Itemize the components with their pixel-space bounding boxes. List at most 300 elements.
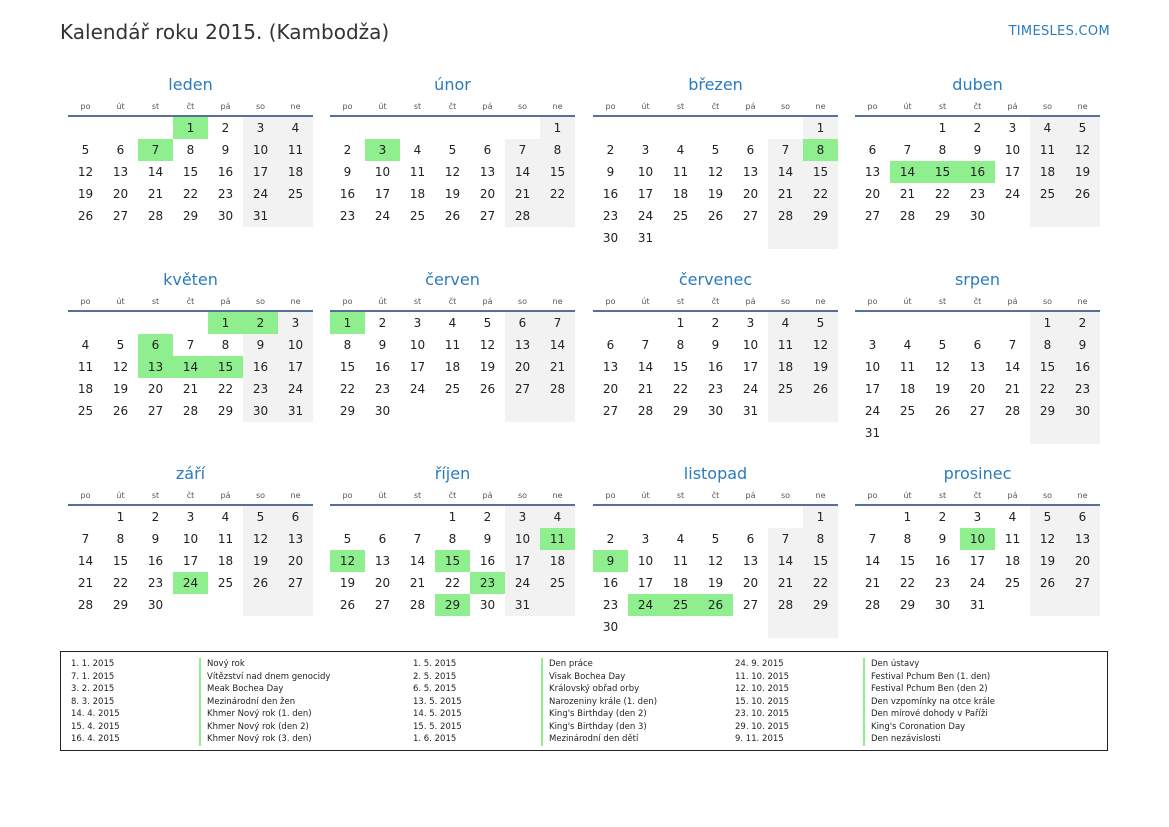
day-cell: 13 — [138, 356, 173, 378]
empty-cell — [330, 506, 365, 528]
empty-cell — [593, 312, 628, 334]
weekday-label: pá — [220, 491, 231, 500]
weekday-header — [68, 101, 313, 117]
day-cell: 11 — [672, 165, 689, 179]
day-cell: 4 — [448, 316, 457, 330]
holiday-list — [60, 651, 1108, 751]
empty-cell — [505, 117, 540, 139]
day-cell: 26 — [112, 404, 129, 418]
day-cell: 19 — [444, 187, 461, 201]
day-cell: 3 — [413, 316, 422, 330]
day-cell: 20 — [969, 382, 986, 396]
empty-cell — [540, 205, 575, 227]
day-cell: 27 — [602, 404, 619, 418]
empty-cell — [768, 400, 803, 422]
day-cell: 10 — [505, 528, 540, 550]
day-cell: 22 — [339, 382, 356, 396]
day-cell: 29 — [435, 594, 470, 616]
day-cell: 30 — [707, 404, 724, 418]
weekday-header — [593, 101, 838, 117]
day-cell: 20 — [1065, 550, 1100, 572]
empty-cell — [593, 117, 628, 139]
empty-cell — [400, 506, 435, 528]
day-cell: 24 — [864, 404, 881, 418]
empty-cell — [733, 227, 768, 249]
empty-cell — [733, 616, 768, 638]
day-cell: 13 — [969, 360, 986, 374]
day-cell: 5 — [1065, 117, 1100, 139]
month-2 — [330, 75, 575, 227]
day-cell: 5 — [803, 312, 838, 334]
day-cell: 25 — [663, 594, 698, 616]
day-cell: 15 — [899, 554, 916, 568]
empty-cell — [925, 312, 960, 334]
day-cell: 13 — [505, 334, 540, 356]
day-cell: 4 — [1008, 510, 1017, 524]
day-cell: 7 — [868, 532, 877, 546]
day-cell: 21 — [77, 576, 94, 590]
day-cell: 30 — [243, 400, 278, 422]
day-cell: 14 — [890, 161, 925, 183]
day-cell: 23 — [339, 209, 356, 223]
day-cell: 19 — [243, 550, 278, 572]
day-cell: 11 — [768, 334, 803, 356]
day-cell: 19 — [479, 360, 496, 374]
day-cell: 19 — [112, 382, 129, 396]
day-cell: 7 — [768, 139, 803, 161]
day-cell: 27 — [742, 209, 759, 223]
holiday-row — [735, 671, 995, 684]
day-cell: 25 — [1004, 576, 1021, 590]
day-cell: 12 — [330, 550, 365, 572]
day-cell: 10 — [182, 532, 199, 546]
day-cell: 7 — [903, 143, 912, 157]
day-cell: 18 — [278, 161, 313, 183]
weekday-label: čt — [186, 102, 195, 111]
day-cell: 24 — [637, 209, 654, 223]
day-cell: 8 — [676, 338, 685, 352]
day-cell: 2 — [243, 312, 278, 334]
holiday-row — [413, 696, 657, 709]
day-cell: 13 — [479, 165, 496, 179]
weekday-label: po — [867, 102, 878, 111]
day-cell: 14 — [768, 161, 803, 183]
holiday-name: Mezinárodní den žen — [199, 696, 295, 709]
day-cell: 27 — [374, 598, 391, 612]
holiday-row — [413, 708, 657, 721]
day-cell: 15 — [435, 550, 470, 572]
day-cell: 6 — [505, 312, 540, 334]
holiday-name: Narozeniny krále (1. den) — [541, 696, 657, 709]
day-cell: 23 — [1065, 378, 1100, 400]
empty-cell — [995, 205, 1030, 227]
month-8 — [855, 270, 1100, 444]
empty-cell — [103, 312, 138, 334]
holiday-row — [735, 721, 995, 734]
weekday-header — [68, 490, 313, 506]
brand-link[interactable]: TIMESLES.COM — [1008, 24, 1110, 39]
holiday-date: 12. 10. 2015 — [735, 684, 790, 694]
empty-cell — [1030, 594, 1065, 616]
day-cell: 1 — [173, 117, 208, 139]
day-cell: 19 — [339, 576, 356, 590]
day-cell: 1 — [803, 117, 838, 139]
weekday-label: út — [116, 102, 125, 111]
day-cell: 26 — [707, 209, 724, 223]
month-12 — [855, 464, 1100, 616]
day-cell: 1 — [803, 506, 838, 528]
empty-cell — [890, 422, 925, 444]
day-cell: 30 — [147, 598, 164, 612]
empty-cell — [733, 506, 768, 528]
weekday-label: pá — [1007, 491, 1018, 500]
month-name: leden — [168, 75, 213, 94]
holiday-name: Vítězství nad dnem genocidy — [199, 671, 330, 684]
day-cell: 4 — [413, 143, 422, 157]
weekday-label: ne — [1077, 491, 1088, 500]
holiday-row — [71, 733, 330, 746]
month-name: červenec — [678, 270, 753, 289]
day-grid — [855, 312, 1100, 444]
day-cell: 18 — [672, 187, 689, 201]
day-cell: 4 — [676, 143, 685, 157]
holiday-date: 1. 5. 2015 — [413, 659, 457, 669]
day-cell: 25 — [899, 404, 916, 418]
weekday-label: so — [780, 491, 791, 500]
day-cell: 12 — [1065, 139, 1100, 161]
day-cell: 16 — [934, 554, 951, 568]
month-3 — [593, 75, 838, 249]
day-cell: 9 — [343, 165, 352, 179]
day-grid — [855, 506, 1100, 616]
day-cell: 9 — [151, 532, 160, 546]
day-cell: 2 — [343, 143, 352, 157]
weekday-label: so — [780, 102, 791, 111]
holiday-name: Visak Bochea Day — [541, 671, 625, 684]
month-6 — [330, 270, 575, 422]
day-cell: 10 — [864, 360, 881, 374]
day-cell: 11 — [444, 338, 461, 352]
day-cell: 1 — [448, 510, 457, 524]
day-cell: 7 — [1008, 338, 1017, 352]
holiday-name: Mezinárodní den dětí — [541, 733, 638, 746]
empty-cell — [733, 117, 768, 139]
empty-cell — [803, 400, 838, 422]
day-cell: 1 — [903, 510, 912, 524]
day-cell: 26 — [479, 382, 496, 396]
day-cell: 1 — [938, 121, 947, 135]
holiday-name: Královský obřad orby — [541, 683, 639, 696]
day-cell: 18 — [409, 187, 426, 201]
day-cell: 21 — [182, 382, 199, 396]
empty-cell — [855, 117, 890, 139]
day-cell: 11 — [672, 554, 689, 568]
day-cell: 17 — [409, 360, 426, 374]
day-cell: 18 — [217, 554, 234, 568]
day-cell: 26 — [803, 378, 838, 400]
day-cell: 29 — [217, 404, 234, 418]
empty-cell — [768, 616, 803, 638]
day-cell: 7 — [768, 528, 803, 550]
month-5 — [68, 270, 313, 422]
holiday-date: 2. 5. 2015 — [413, 671, 457, 682]
month-name: únor — [434, 75, 471, 94]
empty-cell — [855, 312, 890, 334]
weekday-label: po — [867, 491, 878, 500]
day-cell: 2 — [938, 510, 947, 524]
holiday-date: 14. 4. 2015 — [71, 709, 120, 719]
day-cell: 12 — [243, 528, 278, 550]
day-cell: 2 — [1065, 312, 1100, 334]
empty-cell — [803, 616, 838, 638]
weekday-label: po — [605, 491, 616, 500]
day-cell: 18 — [1030, 161, 1065, 183]
day-cell: 11 — [409, 165, 426, 179]
day-cell: 31 — [637, 231, 654, 245]
weekday-label: so — [1042, 297, 1053, 306]
day-cell: 16 — [243, 356, 278, 378]
weekday-label: so — [255, 102, 266, 111]
weekday-label: st — [676, 297, 685, 306]
month-7 — [593, 270, 838, 422]
weekday-header — [330, 296, 575, 312]
day-cell: 18 — [899, 382, 916, 396]
day-cell: 15 — [540, 161, 575, 183]
day-cell: 13 — [278, 528, 313, 550]
day-cell: 9 — [221, 143, 230, 157]
day-cell: 1 — [330, 312, 365, 334]
weekday-label: ne — [815, 102, 826, 111]
day-cell: 15 — [1030, 356, 1065, 378]
day-cell: 8 — [803, 528, 838, 550]
day-cell: 31 — [278, 400, 313, 422]
day-cell: 9 — [593, 550, 628, 572]
empty-cell — [628, 616, 663, 638]
day-cell: 10 — [960, 528, 995, 550]
day-cell: 11 — [77, 360, 94, 374]
day-cell: 23 — [374, 382, 391, 396]
weekday-label: čt — [973, 491, 982, 500]
empty-cell — [1030, 422, 1065, 444]
day-cell: 13 — [602, 360, 619, 374]
day-cell: 7 — [81, 532, 90, 546]
day-cell: 11 — [540, 528, 575, 550]
day-cell: 13 — [1065, 528, 1100, 550]
empty-cell — [890, 312, 925, 334]
day-cell: 30 — [479, 598, 496, 612]
day-cell: 8 — [903, 532, 912, 546]
day-cell: 21 — [899, 187, 916, 201]
day-cell: 7 — [413, 532, 422, 546]
day-cell: 12 — [934, 360, 951, 374]
day-cell: 15 — [112, 554, 129, 568]
holiday-column — [735, 658, 995, 746]
day-cell: 14 — [77, 554, 94, 568]
day-cell: 27 — [479, 209, 496, 223]
holiday-column — [413, 658, 657, 746]
day-cell: 18 — [1004, 554, 1021, 568]
day-cell: 25 — [217, 576, 234, 590]
holiday-row — [735, 658, 995, 671]
day-cell: 31 — [243, 205, 278, 227]
holiday-row — [71, 683, 330, 696]
holiday-name: Den nezávislosti — [863, 733, 941, 746]
day-cell: 25 — [77, 404, 94, 418]
day-cell: 28 — [409, 598, 426, 612]
day-cell: 21 — [1004, 382, 1021, 396]
day-cell: 30 — [217, 209, 234, 223]
day-cell: 24 — [628, 594, 663, 616]
day-cell: 3 — [973, 510, 982, 524]
day-cell: 24 — [409, 382, 426, 396]
day-cell: 12 — [1030, 528, 1065, 550]
day-cell: 23 — [470, 572, 505, 594]
month-name: září — [175, 464, 206, 483]
day-cell: 28 — [864, 598, 881, 612]
holiday-name: Nový rok — [199, 658, 245, 671]
day-cell: 20 — [479, 187, 496, 201]
day-cell: 2 — [606, 532, 615, 546]
day-cell: 17 — [243, 161, 278, 183]
day-cell: 11 — [1030, 139, 1065, 161]
day-cell: 17 — [1004, 165, 1021, 179]
day-cell: 16 — [1065, 356, 1100, 378]
day-cell: 20 — [374, 576, 391, 590]
day-cell: 28 — [147, 209, 164, 223]
day-cell: 21 — [864, 576, 881, 590]
day-cell: 22 — [899, 576, 916, 590]
empty-cell — [243, 594, 278, 616]
day-cell: 3 — [868, 338, 877, 352]
day-cell: 13 — [864, 165, 881, 179]
empty-cell — [540, 594, 575, 616]
empty-cell — [628, 506, 663, 528]
day-cell: 22 — [934, 187, 951, 201]
day-grid — [68, 506, 313, 616]
weekday-label: čt — [973, 102, 982, 111]
weekday-label: ne — [1077, 102, 1088, 111]
day-cell: 30 — [934, 598, 951, 612]
empty-cell — [628, 117, 663, 139]
empty-cell — [628, 312, 663, 334]
day-cell: 29 — [803, 205, 838, 227]
day-cell: 9 — [606, 165, 615, 179]
empty-cell — [103, 117, 138, 139]
empty-cell — [68, 506, 103, 528]
day-cell: 15 — [672, 360, 689, 374]
day-grid — [855, 117, 1100, 227]
day-grid — [593, 506, 838, 638]
day-cell: 9 — [243, 334, 278, 356]
empty-cell — [663, 616, 698, 638]
day-cell: 25 — [768, 378, 803, 400]
day-cell: 6 — [278, 506, 313, 528]
day-cell: 5 — [343, 532, 352, 546]
holiday-name: Festival Pchum Ben (1. den) — [863, 671, 990, 684]
day-cell: 3 — [186, 510, 195, 524]
weekday-label: po — [605, 102, 616, 111]
day-cell: 21 — [505, 183, 540, 205]
empty-cell — [208, 594, 243, 616]
day-cell: 29 — [672, 404, 689, 418]
day-cell: 14 — [637, 360, 654, 374]
day-cell: 5 — [448, 143, 457, 157]
empty-cell — [400, 400, 435, 422]
day-cell: 31 — [969, 598, 986, 612]
weekday-label: st — [413, 491, 422, 500]
weekday-label: so — [1042, 102, 1053, 111]
weekday-label: st — [676, 102, 685, 111]
day-cell: 28 — [637, 404, 654, 418]
holiday-date: 6. 5. 2015 — [413, 684, 457, 694]
day-cell: 3 — [641, 143, 650, 157]
weekday-header — [855, 296, 1100, 312]
holiday-name: Festival Pchum Ben (den 2) — [863, 683, 988, 696]
day-cell: 21 — [637, 382, 654, 396]
month-name: srpen — [954, 270, 1001, 289]
day-cell: 10 — [409, 338, 426, 352]
weekday-label: st — [151, 297, 160, 306]
day-cell: 14 — [540, 334, 575, 356]
day-cell: 14 — [864, 554, 881, 568]
month-name: duben — [952, 75, 1003, 94]
weekday-label: so — [255, 297, 266, 306]
day-cell: 6 — [606, 338, 615, 352]
day-cell: 3 — [278, 312, 313, 334]
weekday-label: pá — [1007, 102, 1018, 111]
day-cell: 3 — [641, 532, 650, 546]
empty-cell — [593, 506, 628, 528]
holiday-date: 3. 2. 2015 — [71, 684, 115, 694]
month-11 — [593, 464, 838, 638]
day-cell: 28 — [540, 378, 575, 400]
holiday-name: King's Birthday (den 3) — [541, 721, 647, 734]
weekday-label: út — [903, 102, 912, 111]
weekday-label: st — [676, 491, 685, 500]
weekday-label: ne — [552, 297, 563, 306]
weekday-label: po — [342, 102, 353, 111]
empty-cell — [365, 117, 400, 139]
holiday-row — [735, 708, 995, 721]
day-cell: 20 — [147, 382, 164, 396]
empty-cell — [960, 422, 995, 444]
day-cell: 23 — [147, 576, 164, 590]
day-cell: 24 — [374, 209, 391, 223]
empty-cell — [855, 506, 890, 528]
day-cell: 23 — [707, 382, 724, 396]
day-cell: 30 — [602, 620, 619, 634]
holiday-row — [71, 696, 330, 709]
holiday-name: Den práce — [541, 658, 593, 671]
day-cell: 23 — [602, 209, 619, 223]
day-cell: 17 — [864, 382, 881, 396]
day-cell: 31 — [742, 404, 759, 418]
empty-cell — [330, 117, 365, 139]
month-9 — [68, 464, 313, 616]
month-name: květen — [163, 270, 218, 289]
weekday-label: so — [517, 491, 528, 500]
empty-cell — [1065, 422, 1100, 444]
day-cell: 31 — [864, 426, 881, 440]
day-cell: 28 — [768, 594, 803, 616]
weekday-header — [593, 490, 838, 506]
weekday-label: út — [116, 297, 125, 306]
weekday-label: ne — [815, 491, 826, 500]
day-cell: 19 — [1030, 550, 1065, 572]
day-grid — [330, 506, 575, 616]
weekday-label: pá — [220, 102, 231, 111]
day-cell: 15 — [182, 165, 199, 179]
